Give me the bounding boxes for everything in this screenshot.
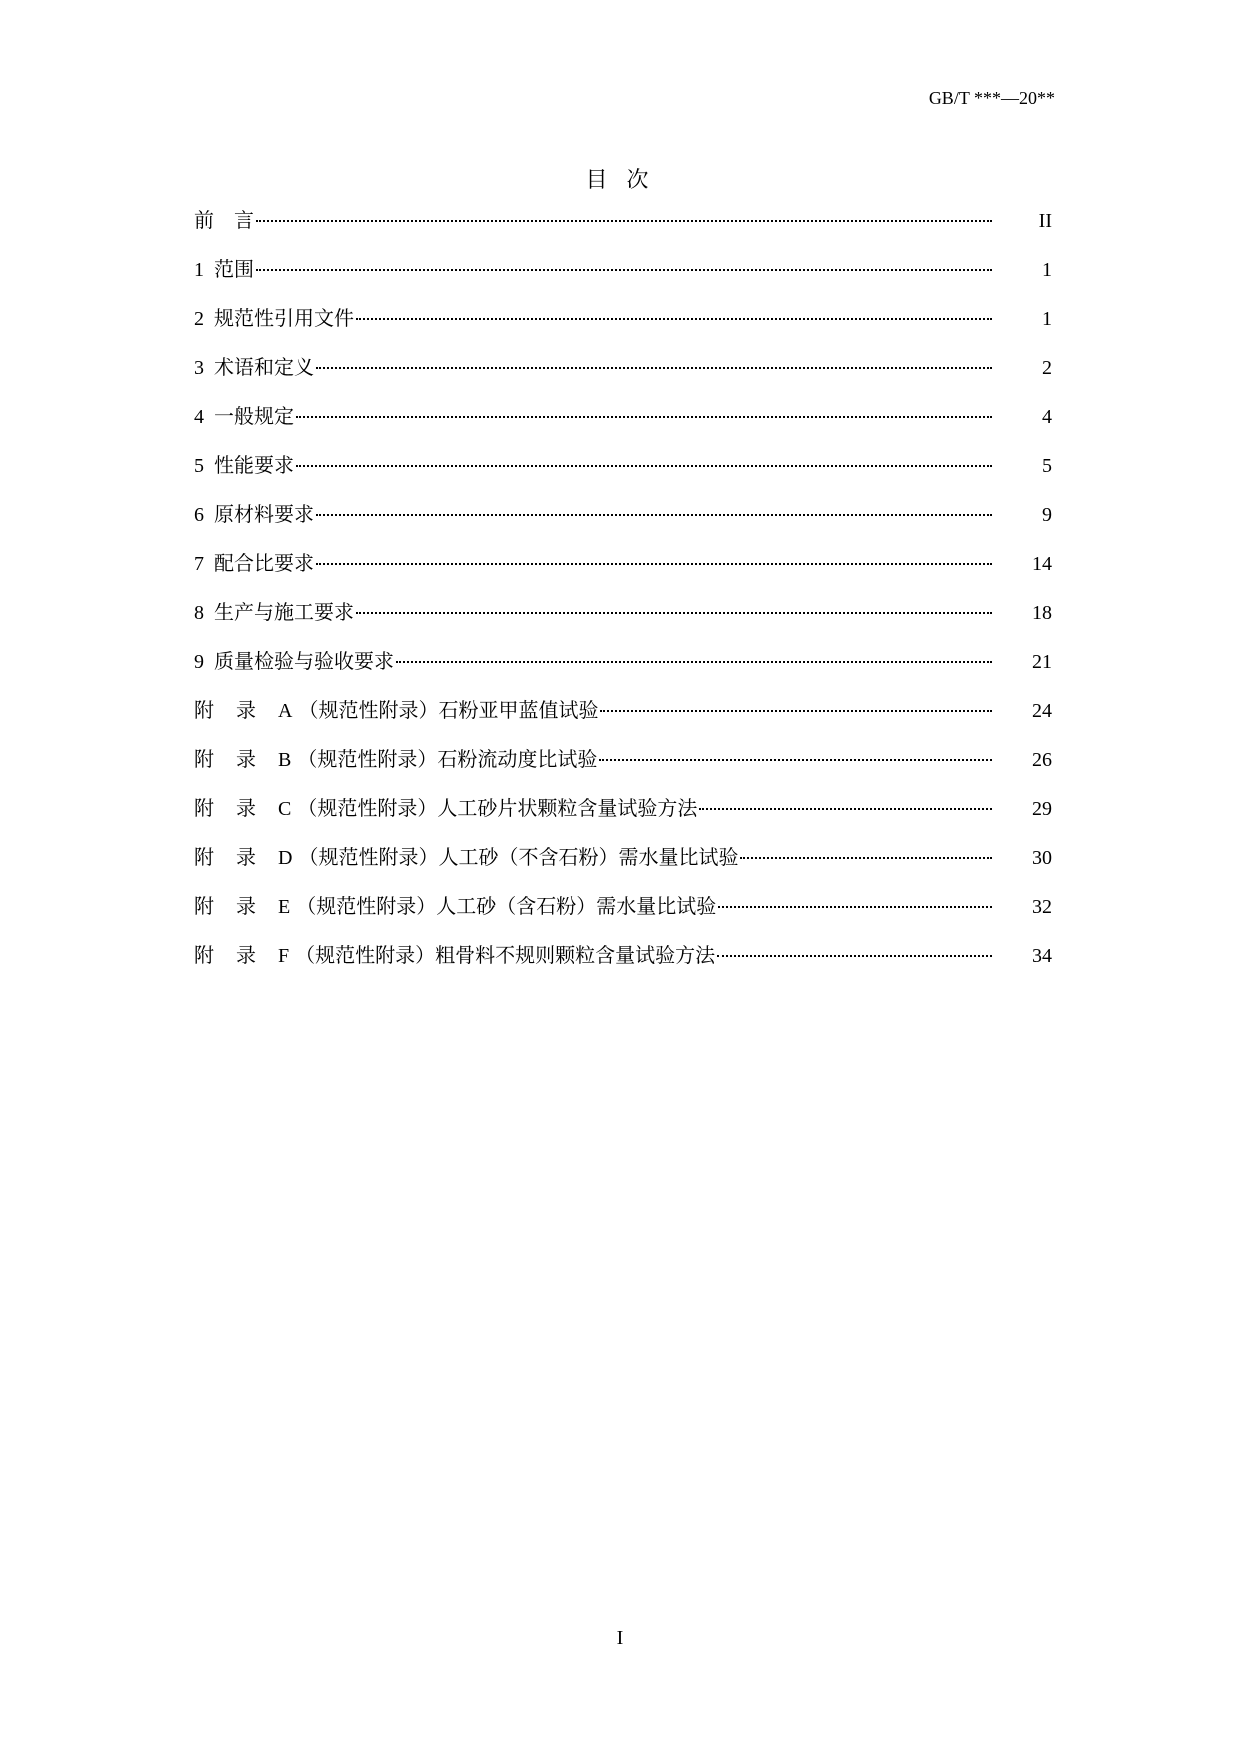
toc-leader-dots	[740, 857, 992, 859]
toc-entry-title: 生产与施工要求	[214, 600, 354, 624]
toc-leader-dots	[599, 759, 992, 761]
toc-entry-number: 7	[194, 553, 204, 575]
appendix-letter: A	[278, 700, 293, 722]
toc-entry-title: 前 言	[194, 208, 254, 232]
toc-entry-page: 4	[1042, 406, 1052, 428]
toc-entry-title: 范围	[214, 257, 254, 281]
toc-entry-page: II	[1038, 210, 1052, 232]
toc-leader-dots	[699, 808, 992, 810]
appendix-letter: E	[278, 896, 291, 918]
toc-entry-page: 26	[1032, 749, 1052, 771]
appendix-title: （规范性附录）粗骨料不规则颗粒含量试验方法	[295, 943, 716, 967]
toc-leader-dots	[256, 269, 992, 271]
toc-entry-title: 一般规定	[214, 404, 294, 428]
toc-appendix-f[interactable]	[194, 939, 1052, 988]
appendix-title: （规范性附录）人工砂片状颗粒含量试验方法	[297, 796, 698, 820]
toc-entry-page: 1	[1042, 308, 1052, 330]
toc-entry-title: 术语和定义	[214, 355, 314, 379]
appendix-title: （规范性附录）石粉亚甲蓝值试验	[298, 698, 599, 722]
toc-entry-page: 32	[1032, 896, 1052, 918]
toc-appendix-d[interactable]	[194, 841, 1052, 890]
toc-leader-dots	[718, 906, 992, 908]
appendix-title: （规范性附录）石粉流动度比试验	[297, 747, 598, 771]
toc-leader-dots	[296, 416, 992, 418]
toc-leader-dots	[256, 220, 992, 222]
appendix-prefix: 附录	[194, 698, 278, 722]
toc-entry-1[interactable]	[194, 253, 1052, 302]
toc-entry-number: 6	[194, 504, 204, 526]
appendix-prefix: 附录	[194, 894, 278, 918]
toc-entry-page: 9	[1042, 504, 1052, 526]
toc-entry-page: 18	[1032, 602, 1052, 624]
toc-leader-dots	[717, 955, 992, 957]
toc-entry-title: 配合比要求	[214, 551, 314, 575]
toc-entry-5[interactable]	[194, 449, 1052, 498]
toc-entry-number: 4	[194, 406, 204, 428]
toc-entry-title: 规范性引用文件	[214, 306, 354, 330]
toc-leader-dots	[356, 318, 992, 320]
toc-entry-number: 3	[194, 357, 204, 379]
toc-entry-page: 30	[1032, 847, 1052, 869]
standard-code: GB/T ***—20**	[928, 88, 1055, 108]
toc-appendix-b[interactable]	[194, 743, 1052, 792]
toc-entry-2[interactable]	[194, 302, 1052, 351]
appendix-title: （规范性附录）人工砂（含石粉）需水量比试验	[296, 894, 717, 918]
toc-entry-4[interactable]	[194, 400, 1052, 449]
toc-title: 目 次	[585, 168, 655, 193]
toc-entry-number: 2	[194, 308, 204, 330]
toc-entry-page: 1	[1042, 259, 1052, 281]
page-number: I	[616, 1627, 624, 1649]
appendix-title: （规范性附录）人工砂（不含石粉）需水量比试验	[298, 845, 739, 869]
toc-entry-number: 5	[194, 455, 204, 477]
appendix-prefix: 附录	[194, 796, 278, 820]
toc-entry-page: 29	[1032, 798, 1052, 820]
appendix-letter: F	[278, 945, 290, 967]
toc-entry-number: 1	[194, 259, 204, 281]
toc-leader-dots	[296, 465, 992, 467]
toc-entry-page: 21	[1032, 651, 1052, 673]
toc-appendix-c[interactable]	[194, 792, 1052, 841]
toc-entry-title: 性能要求	[214, 453, 294, 477]
toc-leader-dots	[356, 612, 992, 614]
toc-leader-dots	[316, 514, 992, 516]
toc-entry-number: 8	[194, 602, 204, 624]
toc-leader-dots	[600, 710, 992, 712]
toc-entry-3[interactable]	[194, 351, 1052, 400]
appendix-prefix: 附录	[194, 845, 278, 869]
toc-leader-dots	[396, 661, 992, 663]
appendix-letter: C	[278, 798, 292, 820]
toc-entry-foreword[interactable]	[194, 204, 1052, 253]
appendix-prefix: 附录	[194, 747, 278, 771]
toc-entry-number: 9	[194, 651, 204, 673]
toc-entry-page: 5	[1042, 455, 1052, 477]
toc-entry-page: 2	[1042, 357, 1052, 379]
toc-appendix-a[interactable]	[194, 694, 1052, 743]
toc-entry-8[interactable]	[194, 596, 1052, 645]
appendix-letter: D	[278, 847, 293, 869]
toc-leader-dots	[316, 563, 992, 565]
toc-entry-6[interactable]	[194, 498, 1052, 547]
appendix-prefix: 附录	[194, 943, 278, 967]
toc-entry-page: 34	[1032, 945, 1052, 967]
toc-entry-title: 质量检验与验收要求	[214, 649, 394, 673]
toc-entry-title: 原材料要求	[214, 502, 314, 526]
toc-entry-7[interactable]	[194, 547, 1052, 596]
toc-entry-9[interactable]	[194, 645, 1052, 694]
toc-entry-page: 14	[1032, 553, 1052, 575]
toc-appendix-e[interactable]	[194, 890, 1052, 939]
toc-leader-dots	[316, 367, 992, 369]
table-of-contents	[194, 204, 1052, 988]
appendix-letter: B	[278, 749, 292, 771]
toc-entry-page: 24	[1032, 700, 1052, 722]
